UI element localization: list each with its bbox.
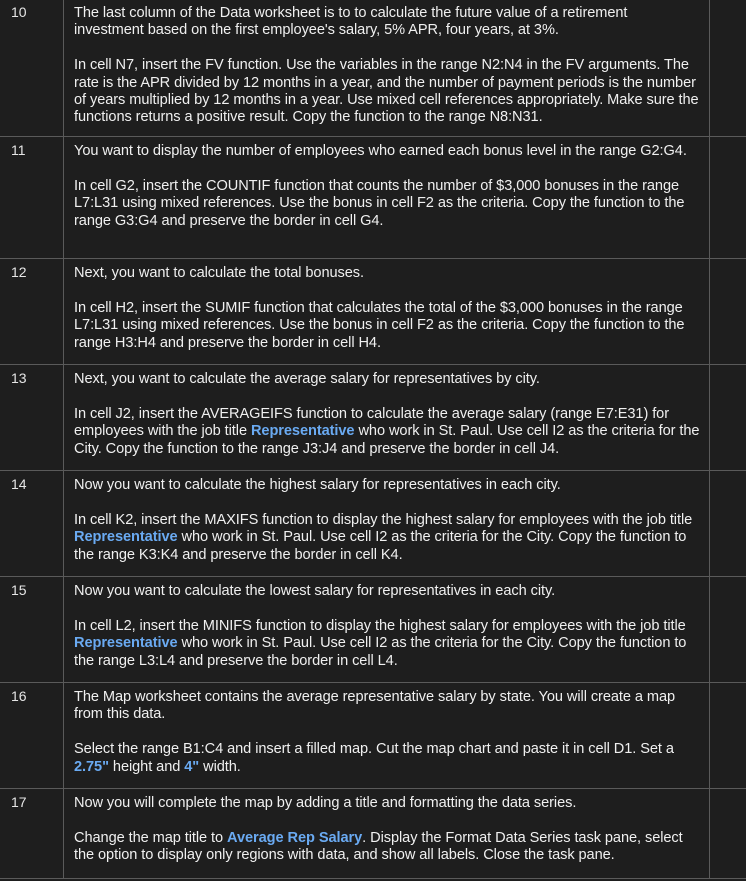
step-text	[64, 683, 710, 788]
text-run: width.	[199, 758, 241, 775]
points-cell	[710, 577, 746, 682]
text-run: who work in St. Paul. Use cell I2 as the criteria for the City. Copy the function to the range J3:J4 and preserve the border in cell J4.	[74, 423, 700, 457]
text-run: Next, you want to calculate the total bonuses.	[74, 265, 364, 281]
step-paragraph	[74, 178, 701, 230]
highlighted-value: 2.75"	[74, 758, 109, 775]
highlighted-value: Average Rep Salary	[227, 829, 363, 846]
text-run: Now you want to calculate the highest salary for representatives in each city.	[74, 477, 561, 493]
text-run: Change the map title to	[74, 829, 228, 846]
points-cell	[710, 365, 746, 470]
highlighted-value: Representative	[74, 635, 178, 652]
step-row-16	[0, 683, 746, 789]
points-cell	[710, 683, 746, 788]
text-run: Now you want to calculate the lowest salary for representatives in each city.	[74, 583, 556, 599]
text-run: who work in St. Paul. Use cell I2 as the criteria for the City. Copy the function to the range L3:L4 and preserve the border in cell L4.	[74, 635, 687, 669]
step-row-12	[0, 259, 746, 365]
step-text	[64, 577, 710, 682]
text-run: In cell G2, insert the COUNTIF function that counts the number of $3,000 bonuses in the range L7:L31 using mixed references. Use the bonus in cell F2 as the criteria. Copy the function to the range G3:G4 and preserve the border in cell G4.	[74, 177, 685, 229]
step-paragraph	[74, 583, 701, 600]
step-number: 13	[0, 365, 64, 470]
step-paragraph	[74, 143, 701, 160]
text-run: Select the range B1:C4 and insert a filled map. Cut the map chart and paste it in cell D1. Set a	[74, 741, 674, 758]
step-paragraph	[74, 57, 701, 127]
step-paragraph	[74, 371, 701, 388]
points-cell	[710, 789, 746, 878]
step-text	[64, 471, 710, 576]
step-number: 16	[0, 683, 64, 788]
step-number: 14	[0, 471, 64, 576]
step-row-10	[0, 0, 746, 137]
text-run: In cell K2, insert the MAXIFS function to display the highest salary for employees with the job title	[74, 511, 693, 528]
text-run: You want to display the number of employees who earned each bonus level in the range G2:G4.	[74, 143, 687, 159]
points-cell	[710, 137, 746, 258]
step-paragraph	[74, 618, 701, 670]
text-run: height and	[108, 758, 185, 775]
step-paragraph	[74, 830, 701, 865]
step-text	[64, 789, 710, 878]
step-paragraph	[74, 265, 701, 282]
step-paragraph	[74, 5, 701, 40]
text-run: In cell H2, insert the SUMIF function that calculates the total of the $3,000 bonuses in the range L7:L31 using mixed references. Use the bonus in cell F2 as the criteria. Copy the function to the range H3:H4 and preserve the border in cell H4.	[74, 299, 685, 351]
text-run: Now you will complete the map by adding a title and formatting the data series.	[74, 795, 577, 811]
step-row-14	[0, 471, 746, 577]
points-cell	[710, 471, 746, 576]
step-text	[64, 137, 710, 258]
text-run: Next, you want to calculate the average salary for representatives by city.	[74, 371, 540, 387]
step-paragraph	[74, 406, 701, 458]
text-run: In cell N7, insert the FV function. Use the variables in the range N2:N4 in the FV arguments. The rate is the APR divided by 12 months in a year, and the number of payment periods is the number of years multiplied by 12 months in a year. Use mixed cell references appropriately. Make sure the functions returns a positive result. Copy the function to the range N8:N31.	[74, 57, 699, 126]
step-paragraph	[74, 795, 701, 812]
points-cell	[710, 0, 746, 136]
highlighted-value: 4"	[184, 758, 200, 775]
step-text	[64, 0, 710, 136]
step-paragraph	[74, 741, 701, 776]
step-row-17	[0, 789, 746, 879]
text-run: In cell L2, insert the MINIFS function to display the highest salary for employees with the job title	[74, 617, 686, 634]
step-number: 11	[0, 137, 64, 258]
step-row-15	[0, 577, 746, 683]
text-run: In cell J2, insert the AVERAGEIFS function to calculate the average salary (range E7:E31) for employees with the job title	[74, 405, 669, 440]
text-run: The Map worksheet contains the average representative salary by state. You will create a map from this data.	[74, 689, 676, 723]
step-text	[64, 365, 710, 470]
step-row-11	[0, 137, 746, 259]
step-paragraph	[74, 477, 701, 494]
step-text	[64, 259, 710, 364]
text-run: The last column of the Data worksheet is to to calculate the future value of a retirement investment based on the first employee's salary, 5% APR, four years, at 3%.	[74, 5, 628, 39]
text-run: . Display the Format Data Series task pane, select the option to display only regions with data, and show all labels. Close the task pane.	[74, 829, 683, 864]
step-paragraph	[74, 689, 701, 724]
step-number: 10	[0, 0, 64, 136]
text-run: who work in St. Paul. Use cell I2 as the criteria for the City. Copy the function to the range K3:K4 and preserve the border in cell K4.	[74, 529, 687, 563]
points-cell	[710, 259, 746, 364]
step-number: 17	[0, 789, 64, 878]
highlighted-value: Representative	[74, 529, 178, 546]
step-row-13	[0, 365, 746, 471]
step-number: 15	[0, 577, 64, 682]
step-number: 12	[0, 259, 64, 364]
step-paragraph	[74, 512, 701, 564]
highlighted-value: Representative	[250, 423, 355, 440]
step-paragraph	[74, 300, 701, 352]
